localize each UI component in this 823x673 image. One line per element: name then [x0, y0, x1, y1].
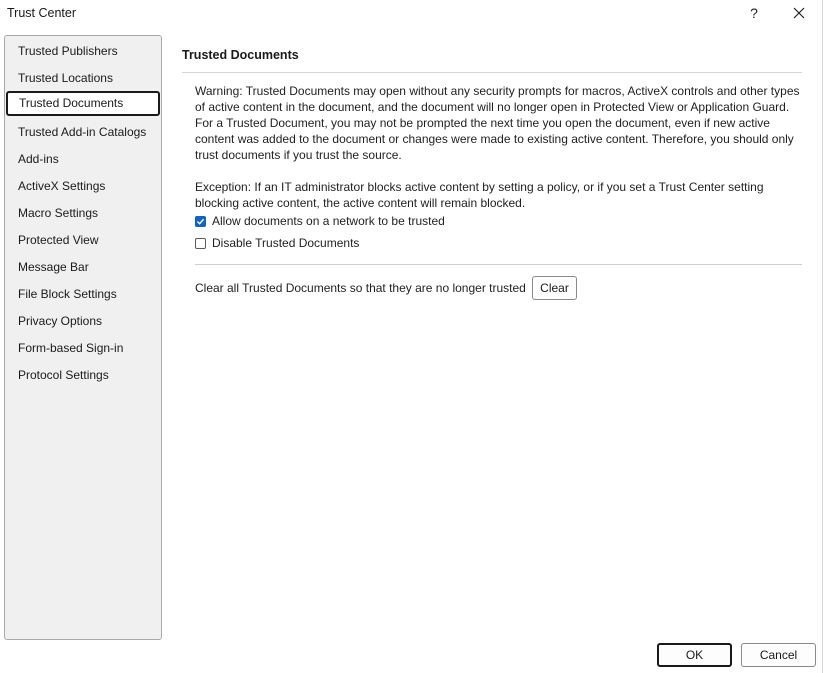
title-bar [0, 0, 823, 28]
section-divider [182, 72, 802, 73]
allow-network-checkbox[interactable] [195, 216, 206, 227]
clear-trusted-documents-label: Clear all Trusted Documents so that they are no longer trusted [195, 281, 526, 295]
sidebar-item-form-based-sign-in[interactable]: Form-based Sign-in [18, 341, 124, 355]
ok-button[interactable]: OK [657, 643, 732, 667]
sidebar-nav [4, 35, 162, 640]
section-title: Trusted Documents [182, 48, 299, 62]
checkmark-icon [196, 217, 205, 226]
close-button[interactable] [786, 2, 812, 24]
warning-text: Warning: Trusted Documents may open without any security prompts for macros, ActiveX controls and other types of active content in the document, and the document will no longer open in Protected View or Application Guard. For a Trusted Document, you may not be prompted the next time you open the document, even if new active content was added to the document or changes were made to existing active content. Therefore, you should only trust documents if you trust the source. [195, 84, 800, 162]
sidebar-item-trusted-locations[interactable]: Trusted Locations [18, 71, 113, 85]
help-button[interactable]: ? [750, 5, 758, 21]
sidebar-item-trusted-documents[interactable]: Trusted Documents [6, 91, 160, 116]
disable-trusted-documents-option[interactable] [195, 235, 359, 251]
sidebar-item-activex-settings[interactable]: ActiveX Settings [18, 179, 106, 193]
close-icon [793, 7, 805, 19]
cancel-button[interactable]: Cancel [741, 643, 816, 667]
allow-network-option[interactable] [195, 213, 445, 229]
sidebar-item-protocol-settings[interactable]: Protocol Settings [18, 368, 109, 382]
sidebar-item-message-bar[interactable]: Message Bar [18, 260, 89, 274]
sidebar-item-privacy-options[interactable]: Privacy Options [18, 314, 103, 328]
disable-trusted-documents-checkbox[interactable] [195, 238, 206, 249]
sidebar-item-macro-settings[interactable]: Macro Settings [18, 206, 99, 220]
sidebar-item-trusted-publishers[interactable]: Trusted Publishers [18, 44, 118, 58]
sidebar-item-protected-view[interactable]: Protected View [18, 233, 99, 247]
clear-button[interactable]: Clear [532, 276, 577, 300]
window-title: Trust Center [7, 6, 77, 20]
exception-text: Exception: If an IT administrator blocks active content by setting a policy, or if you set a Trust Center setting blocking active content, the active content will remain blocked. [195, 180, 764, 210]
content-divider [195, 264, 802, 265]
sidebar-item-file-block-settings[interactable]: File Block Settings [18, 287, 117, 301]
sidebar-item-trusted-add-in-catalogs[interactable]: Trusted Add-in Catalogs [18, 125, 147, 139]
disable-trusted-documents-label: Disable Trusted Documents [212, 236, 360, 250]
sidebar-item-add-ins[interactable]: Add-ins [18, 152, 59, 166]
allow-network-label: Allow documents on a network to be trusted [212, 214, 445, 228]
